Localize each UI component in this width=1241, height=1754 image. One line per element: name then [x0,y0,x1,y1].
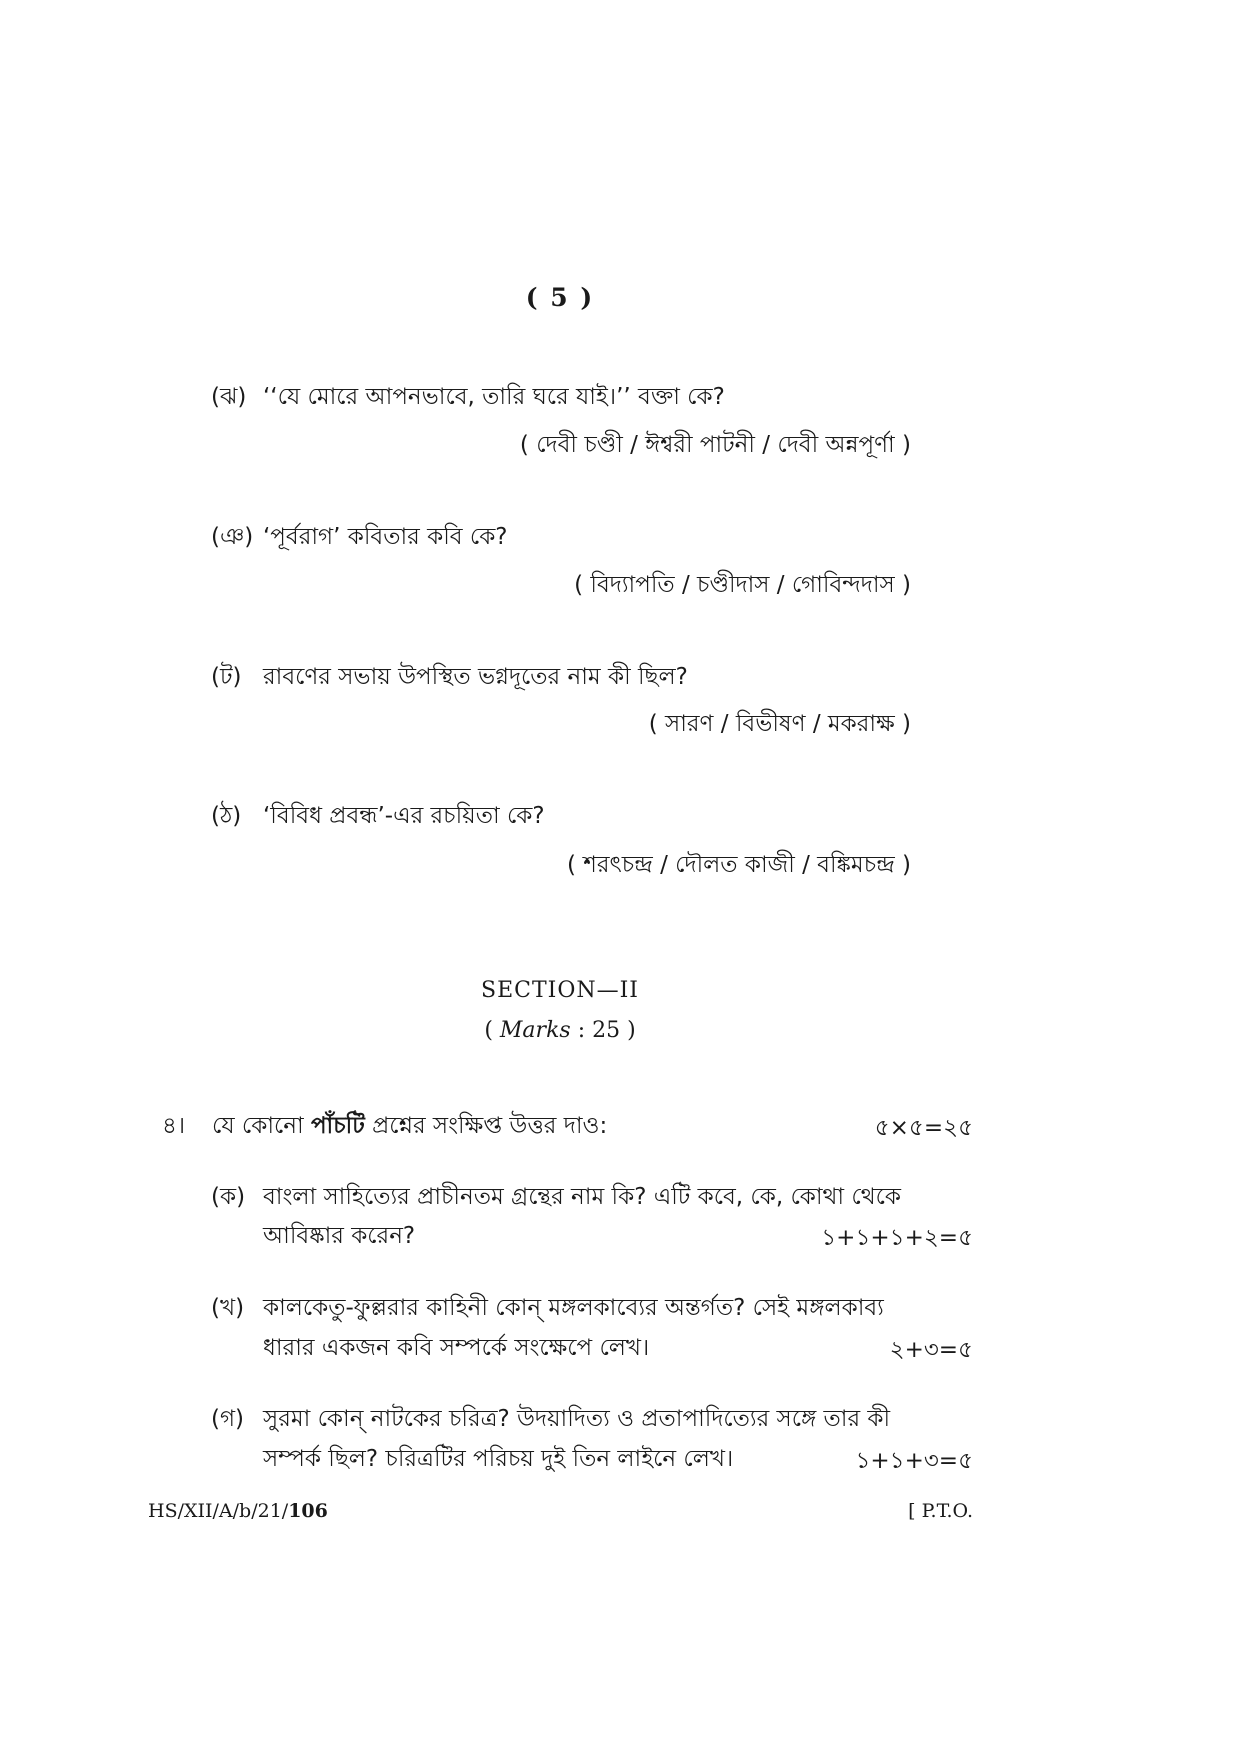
question-number: ৪। [162,1113,186,1139]
question-ta-options: ( সারণ / বিভীষণ / মকরাক্ষ ) [648,711,911,737]
subquestion-line1: সুরমা কোন্ নাটকের চরিত্র? উদয়াদিত্য ও প্রতাপাদিত্যের সঙ্গে তার কী [263,1406,891,1432]
subquestion-label: (ক) [211,1184,246,1210]
question-text: ‘পূর্বরাগ’ কবিতার কবি কে? [263,524,508,550]
footer-code-number: 106 [288,1500,328,1522]
page-number: ( 5 ) [525,283,595,312]
question-nya [211,518,508,557]
question-tha-options: ( শরৎচন্দ্র / দৌলত কাজী / বঙ্কিমচন্দ্র ) [566,852,911,878]
subquestion-ga [211,1400,890,1439]
marks-open: ( [484,1018,493,1043]
question-text-bold: পাঁচটি [310,1113,365,1139]
subquestion-ka-marks: ১+১+১+২=৫ [821,1225,973,1251]
question-label: (ঠ) [211,803,242,829]
marks-value: : 25 ) [577,1018,636,1043]
question-ta [211,658,688,697]
question-4-marks: ৫×৫=২৫ [874,1115,973,1141]
subquestion-kha [211,1289,884,1328]
question-4 [162,1107,607,1146]
question-tha [211,797,545,836]
question-text: রাবণের সভায় উপস্থিত ভগ্নদূতের নাম কী ছিল? [263,664,688,690]
question-label: (ঝ) [211,384,247,410]
subquestion-ka-line2: আবিষ্কার করেন? [263,1223,416,1249]
subquestion-line1: বাংলা সাহিত্যের প্রাচীনতম গ্রন্থের নাম কি? এটি কবে, কে, কোথা থেকে [263,1184,901,1210]
question-text-before: যে কোনো [212,1113,304,1139]
question-jha [211,378,725,417]
question-label: (ট) [211,664,242,690]
question-text: ‘বিবিধ প্রবন্ধ’-এর রচয়িতা কে? [263,803,545,829]
footer-pto: [ P.T.O. [908,1500,973,1522]
question-nya-options: ( বিদ্যাপতি / চণ্ডীদাস / গোবিন্দদাস ) [574,572,911,598]
subquestion-kha-line2: ধারার একজন কবি সম্পর্কে সংক্ষেপে লেখ। [263,1335,650,1361]
footer-code-prefix: HS/XII/A/b/21/ [148,1500,289,1522]
footer-code [148,1500,328,1522]
section-title: SECTION—II [481,978,639,1003]
subquestion-line1: কালকেতু-ফুল্লরার কাহিনী কোন্ মঙ্গলকাব্যের অন্তর্গত? সেই মঙ্গলকাব্য [263,1295,884,1321]
subquestion-ga-marks: ১+১+৩=৫ [855,1448,973,1474]
question-label: (ঞ) [211,524,254,550]
marks-label: Marks [499,1018,571,1043]
section-marks [0,1018,1120,1043]
question-text: ‘‘যে মোরে আপনভাবে, তারি ঘরে যাই।’’ বক্তা কে? [263,384,725,410]
subquestion-ga-line2: সম্পর্ক ছিল? চরিত্রটির পরিচয় দুই তিন লাইনে লেখ। [263,1446,734,1472]
subquestion-ka [211,1178,901,1217]
question-text-after: প্রশ্নের সংক্ষিপ্ত উত্তর দাও: [372,1113,608,1139]
question-jha-options: ( দেবী চণ্ডী / ঈশ্বরী পাটনী / দেবী অন্নপূর্ণা ) [519,432,911,458]
subquestion-label: (গ) [211,1406,245,1432]
subquestion-label: (খ) [211,1295,245,1321]
subquestion-kha-marks: ২+৩=৫ [889,1337,973,1363]
